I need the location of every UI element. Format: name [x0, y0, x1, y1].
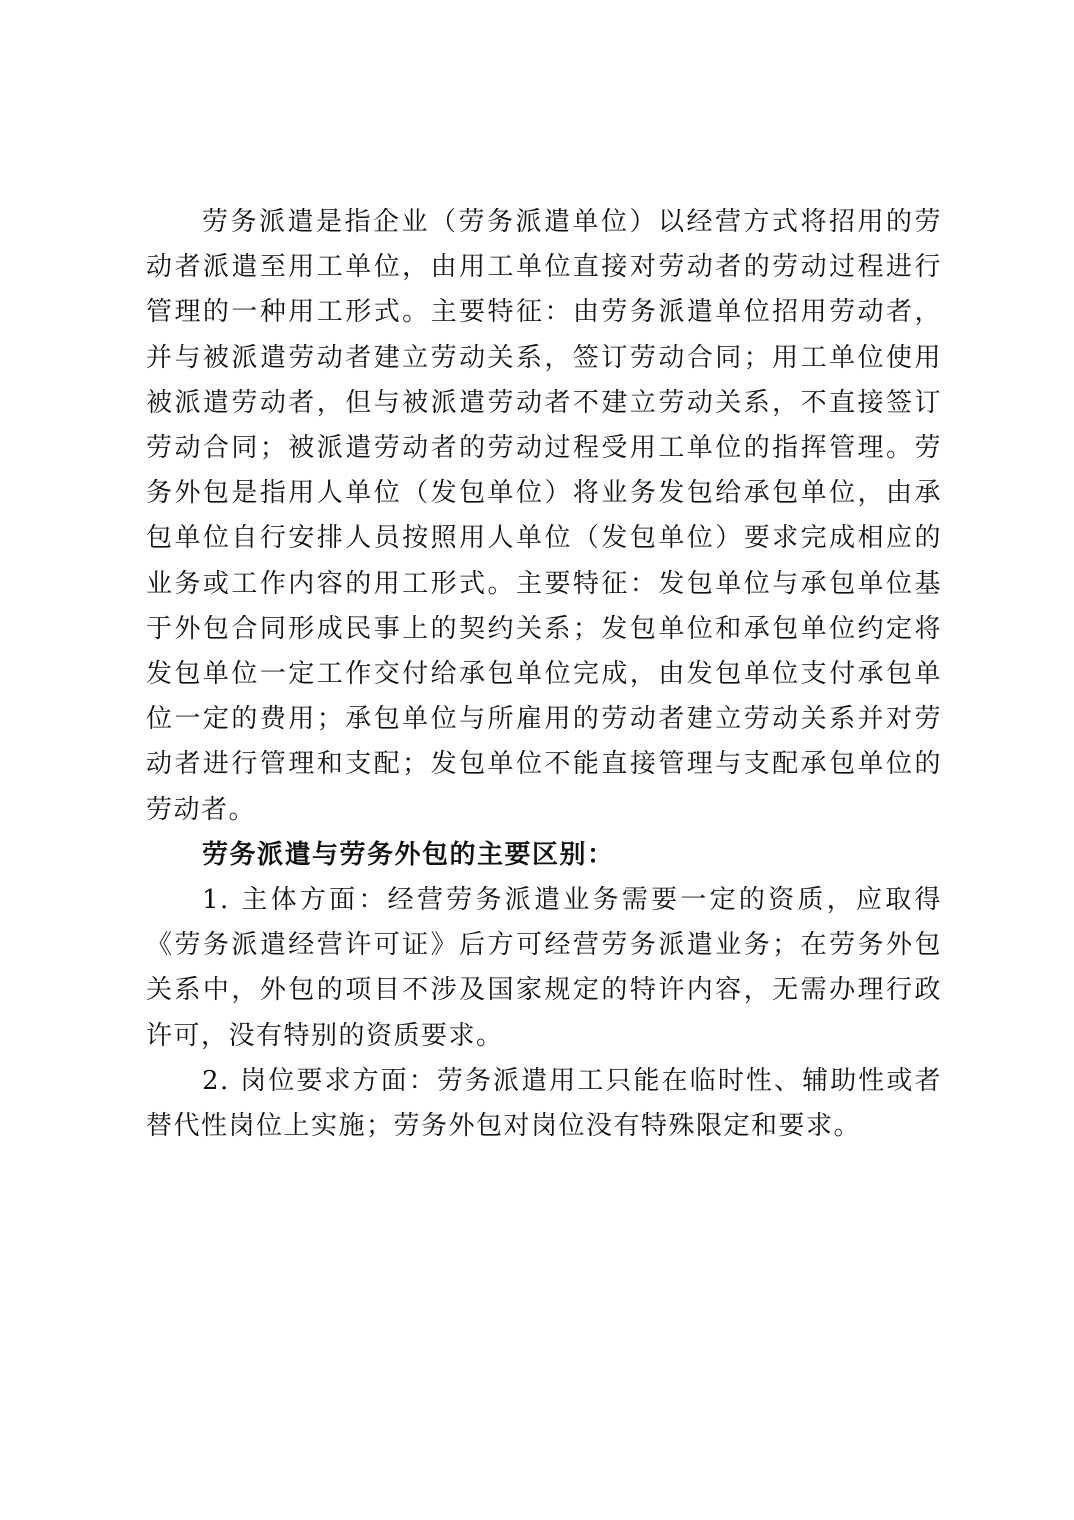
section-heading-differences: 劳务派遣与劳务外包的主要区别：: [202, 839, 615, 870]
list-item-subject: 1. 主体方面：经营劳务派遣业务需要一定的资质，应取得《劳务派遣经营许可证》后方可经营劳务派遣业务；在劳务外包关系中，外包的项目不涉及国家规定的特许内容，无需办理行政许可，没有特别的资质要求。: [146, 885, 942, 1051]
paragraph-definitions: 劳务派遣是指企业（劳务派遣单位）以经营方式将招用的劳动者派遣至用工单位，由用工单位直接对劳动者的劳动过程进行管理的一种用工形式。主要特征：由劳务派遣单位招用劳动者，并与被派遣劳动者建立劳动关系，签订劳动合同；用工单位使用被派遣劳动者，但与被派遣劳动者不建立劳动关系，不直接签订劳动合同；被派遣劳动者的劳动过程受用工单位的指挥管理。劳务外包是指用人单位（发包单位）将业务发包给承包单位，由承包单位自行安排人员按照用人单位（发包单位）要求完成相应的业务或工作内容的用工形式。主要特征：发包单位与承包单位基于外包合同形成民事上的契约关系；发包单位和承包单位约定将发包单位一定工作交付给承包单位完成，由发包单位支付承包单位一定的费用；承包单位与所雇用的劳动者建立劳动关系并对劳动者进行管理和支配；发包单位不能直接管理与支配承包单位的劳动者。: [146, 207, 942, 825]
document-body: [146, 200, 942, 1149]
list-item-position-requirements: 2. 岗位要求方面：劳务派遣用工只能在临时性、辅助性或者替代性岗位上实施；劳务外包对岗位没有特殊限定和要求。: [146, 1065, 942, 1142]
